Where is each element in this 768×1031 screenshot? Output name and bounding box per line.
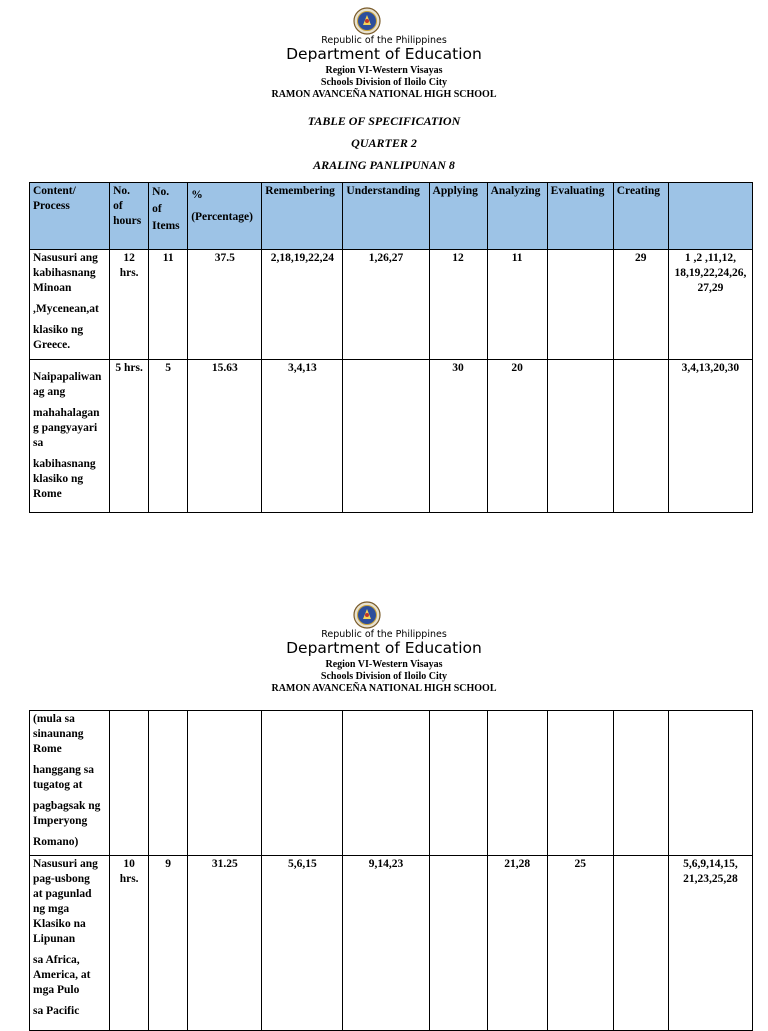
remembering-cell: 5,6,15	[262, 856, 343, 1031]
region-label: Region VI-Western Visayas	[325, 659, 443, 670]
doc-quarter: QUARTER 2	[351, 136, 417, 150]
analyzing-cell: 11	[487, 250, 547, 360]
percentage-cell: 15.63	[188, 360, 262, 513]
remembering-cell	[262, 711, 343, 856]
col-creating-header: Creating	[613, 183, 668, 250]
content-cell: Nasusuri ang pag-usbong at pagunlad ng mga Klasiko na Lipunan sa Africa, America, at mga Pulo sa Pacific	[30, 856, 110, 1031]
creating-cell	[613, 360, 668, 513]
items-cell: 11	[149, 250, 188, 360]
creating-cell	[613, 711, 668, 856]
analyzing-cell	[487, 711, 547, 856]
analyzing-cell: 20	[487, 360, 547, 513]
republic-label: Republic of the Philippines	[321, 35, 447, 46]
doc-subject: ARALING PANLIPUNAN 8	[313, 158, 455, 172]
evaluating-cell	[547, 360, 613, 513]
item-placement-cell: 3,4,13,20,30	[668, 360, 752, 513]
creating-cell	[613, 856, 668, 1031]
deped-seal-icon	[353, 601, 381, 629]
col-understanding-header: Understanding	[343, 183, 429, 250]
region-label: Region VI-Western Visayas	[325, 65, 443, 76]
specification-table-part-1	[29, 182, 753, 513]
evaluating-cell: 25	[547, 856, 613, 1031]
page-2	[0, 600, 768, 1024]
col-hours-header: No. of hours	[110, 183, 149, 250]
col-remembering-header: Remembering	[262, 183, 343, 250]
hours-cell	[110, 711, 149, 856]
items-cell: 5	[149, 360, 188, 513]
school-name: RAMON AVANCEÑA NATIONAL HIGH SCHOOL	[271, 683, 497, 694]
table-row	[30, 250, 753, 360]
understanding-cell	[343, 360, 429, 513]
deped-seal-icon	[353, 7, 381, 35]
school-name: RAMON AVANCEÑA NATIONAL HIGH SCHOOL	[271, 89, 497, 100]
content-cell: (mula sa sinaunang Rome hanggang sa tugatog at pagbagsak ng Imperyong Romano)	[30, 711, 110, 856]
items-cell: 9	[149, 856, 188, 1031]
applying-cell	[429, 856, 487, 1031]
item-placement-cell	[668, 711, 752, 856]
col-evaluating-header: Evaluating	[547, 183, 613, 250]
content-cell: Nasusuri ang kabihasnang Minoan ,Mycenean,at klasiko ng Greece.	[30, 250, 110, 360]
understanding-cell: 9,14,23	[343, 856, 429, 1031]
doc-title: TABLE OF SPECIFICATION	[307, 114, 461, 128]
table-header-row	[30, 183, 753, 250]
creating-cell: 29	[613, 250, 668, 360]
col-percentage-header: % (Percentage)	[188, 183, 262, 250]
department-name: Department of Education	[286, 45, 482, 63]
table-row	[30, 360, 753, 513]
evaluating-cell	[547, 250, 613, 360]
percentage-cell: 37.5	[188, 250, 262, 360]
understanding-cell	[343, 711, 429, 856]
col-placement-header	[668, 183, 752, 250]
division-label: Schools Division of Iloilo City	[320, 77, 448, 88]
remembering-cell: 2,18,19,22,24	[262, 250, 343, 360]
evaluating-cell	[547, 711, 613, 856]
item-placement-cell: 1 ,2 ,11,12, 18,19,22,24,26, 27,29	[668, 250, 752, 360]
col-items-header: No. of Items	[149, 183, 188, 250]
specification-table-part-2	[29, 710, 753, 1031]
hours-cell: 5 hrs.	[110, 360, 149, 513]
hours-cell: 10 hrs.	[110, 856, 149, 1031]
items-cell	[149, 711, 188, 856]
col-content-header: Content/ Process	[30, 183, 110, 250]
col-analyzing-header: Analyzing	[487, 183, 547, 250]
division-label: Schools Division of Iloilo City	[320, 671, 448, 682]
percentage-cell: 31.25	[188, 856, 262, 1031]
analyzing-cell: 21,28	[487, 856, 547, 1031]
hours-cell: 12 hrs.	[110, 250, 149, 360]
table-row	[30, 711, 753, 856]
applying-cell: 12	[429, 250, 487, 360]
percentage-cell	[188, 711, 262, 856]
applying-cell: 30	[429, 360, 487, 513]
col-applying-header: Applying	[429, 183, 487, 250]
applying-cell	[429, 711, 487, 856]
item-placement-cell: 5,6,9,14,15, 21,23,25,28	[668, 856, 752, 1031]
content-cell: Naipapaliwan ag ang mahahalagan g pangyayari sa kabihasnang klasiko ng Rome	[30, 360, 110, 513]
republic-label: Republic of the Philippines	[321, 629, 447, 640]
understanding-cell: 1,26,27	[343, 250, 429, 360]
remembering-cell: 3,4,13	[262, 360, 343, 513]
table-row	[30, 856, 753, 1031]
department-name: Department of Education	[286, 639, 482, 657]
